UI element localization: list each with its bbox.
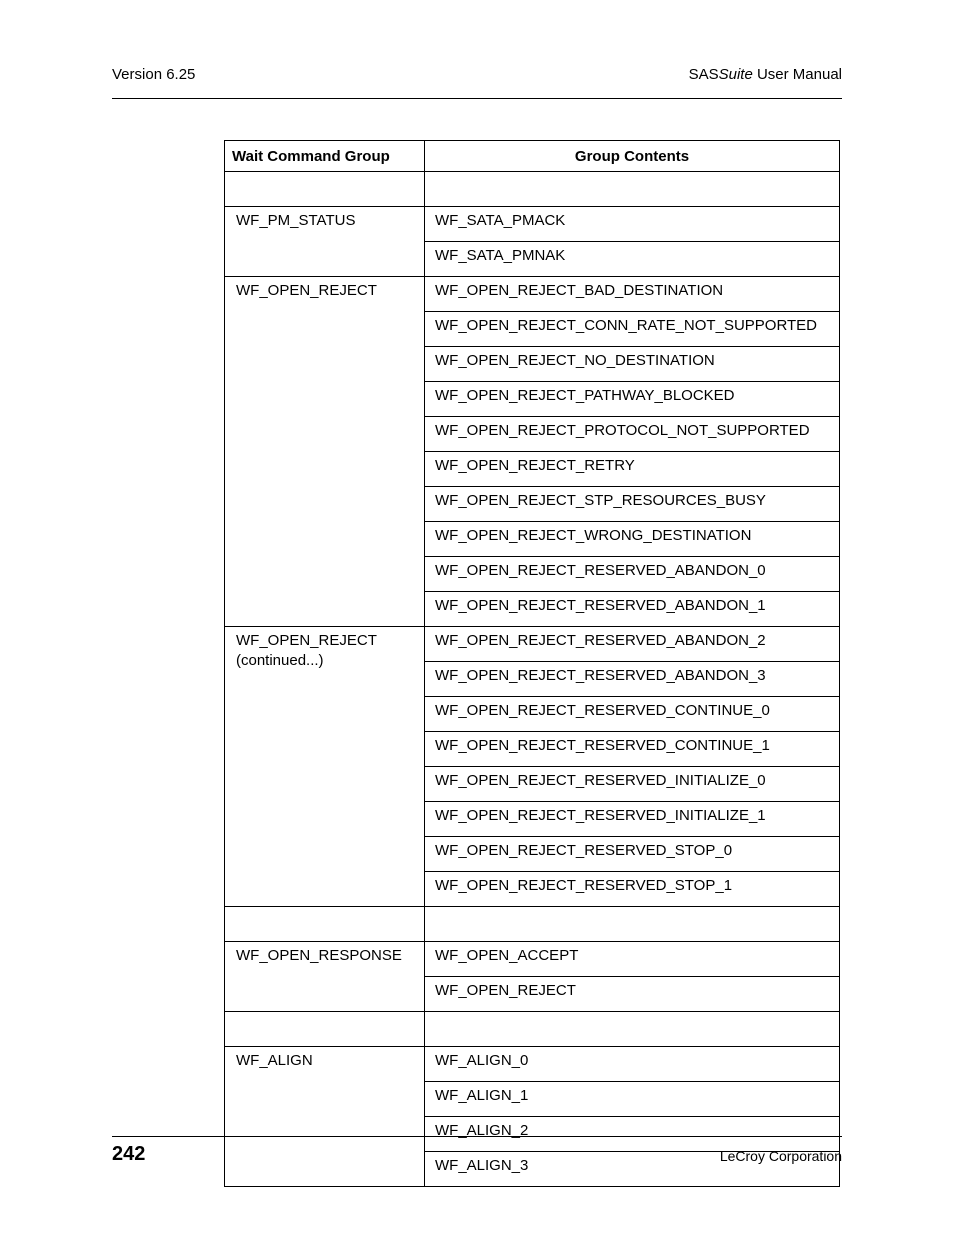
group-content-cell: WF_OPEN_REJECT_STP_RESOURCES_BUSY	[425, 487, 840, 522]
page-header	[112, 64, 842, 99]
group-name-line: WF_OPEN_REJECT	[236, 632, 377, 649]
table-row	[225, 1012, 840, 1047]
group-name-cell	[225, 207, 425, 277]
group-content-cell: WF_OPEN_REJECT_RESERVED_STOP_0	[425, 837, 840, 872]
table-row	[225, 942, 840, 977]
group-name-cell	[225, 172, 425, 207]
group-content-cell: WF_OPEN_REJECT_WRONG_DESTINATION	[425, 522, 840, 557]
group-content-cell: WF_SATA_PMNAK	[425, 242, 840, 277]
group-content-cell: WF_ALIGN_1	[425, 1082, 840, 1117]
group-content-cell: WF_OPEN_REJECT_RETRY	[425, 452, 840, 487]
group-content-cell: WF_OPEN_REJECT_PATHWAY_BLOCKED	[425, 382, 840, 417]
group-name-cell	[225, 942, 425, 1012]
wait-command-table	[224, 140, 840, 1187]
table-row	[225, 627, 840, 662]
manual-title	[689, 66, 842, 83]
group-content-cell: WF_OPEN_REJECT_RESERVED_INITIALIZE_0	[425, 767, 840, 802]
column-header-group: Wait Command Group	[225, 141, 425, 172]
table-row	[225, 1047, 840, 1082]
group-name-line: (continued...)	[236, 652, 324, 669]
group-name-cell	[225, 277, 425, 627]
group-name-cell	[225, 627, 425, 907]
manual-title-prefix: SAS	[688, 66, 719, 83]
group-content-cell: WF_OPEN_REJECT_CONN_RATE_NOT_SUPPORTED	[425, 312, 840, 347]
group-name-cell	[225, 1012, 425, 1047]
group-name-line: WF_PM_STATUS	[236, 212, 356, 229]
group-name-cell	[225, 907, 425, 942]
group-content-cell: WF_SATA_PMACK	[425, 207, 840, 242]
group-content-cell: WF_OPEN_REJECT_RESERVED_ABANDON_1	[425, 592, 840, 627]
group-content-cell: WF_ALIGN_0	[425, 1047, 840, 1082]
company-name: LeCroy Corporation	[719, 1148, 842, 1164]
group-content-cell	[425, 907, 840, 942]
group-content-cell: WF_OPEN_REJECT_RESERVED_ABANDON_0	[425, 557, 840, 592]
group-content-cell: WF_OPEN_REJECT_RESERVED_CONTINUE_0	[425, 697, 840, 732]
group-name-line: WF_ALIGN	[236, 1052, 313, 1069]
group-content-cell	[425, 172, 840, 207]
group-content-cell: WF_OPEN_REJECT_RESERVED_ABANDON_3	[425, 662, 840, 697]
table-body	[225, 172, 840, 1187]
group-content-cell: WF_OPEN_REJECT	[425, 977, 840, 1012]
group-content-cell: WF_OPEN_REJECT_RESERVED_ABANDON_2	[425, 627, 840, 662]
group-content-cell: WF_OPEN_REJECT_RESERVED_STOP_1	[425, 872, 840, 907]
manual-title-italic: Suite	[718, 66, 753, 83]
version-label: Version 6.25	[112, 66, 196, 83]
manual-title-suffix: User Manual	[752, 66, 842, 83]
page-number: 242	[112, 1143, 146, 1165]
group-content-cell: WF_OPEN_ACCEPT	[425, 942, 840, 977]
group-content-cell: WF_ALIGN_2	[425, 1117, 840, 1152]
table-row	[225, 172, 840, 207]
column-header-contents: Group Contents	[425, 141, 840, 172]
group-content-cell: WF_OPEN_REJECT_BAD_DESTINATION	[425, 277, 840, 312]
table-row	[225, 207, 840, 242]
group-content-cell: WF_ALIGN_3	[425, 1152, 840, 1187]
table-header-row	[225, 141, 840, 172]
group-content-cell: WF_OPEN_REJECT_PROTOCOL_NOT_SUPPORTED	[425, 417, 840, 452]
group-name-line: WF_OPEN_RESPONSE	[236, 947, 402, 964]
group-content-cell: WF_OPEN_REJECT_NO_DESTINATION	[425, 347, 840, 382]
group-name-line: WF_OPEN_REJECT	[236, 282, 377, 299]
table-row	[225, 277, 840, 312]
group-content-cell	[425, 1012, 840, 1047]
page-footer	[112, 1136, 842, 1177]
group-content-cell: WF_OPEN_REJECT_RESERVED_CONTINUE_1	[425, 732, 840, 767]
group-content-cell: WF_OPEN_REJECT_RESERVED_INITIALIZE_1	[425, 802, 840, 837]
table-row	[225, 907, 840, 942]
